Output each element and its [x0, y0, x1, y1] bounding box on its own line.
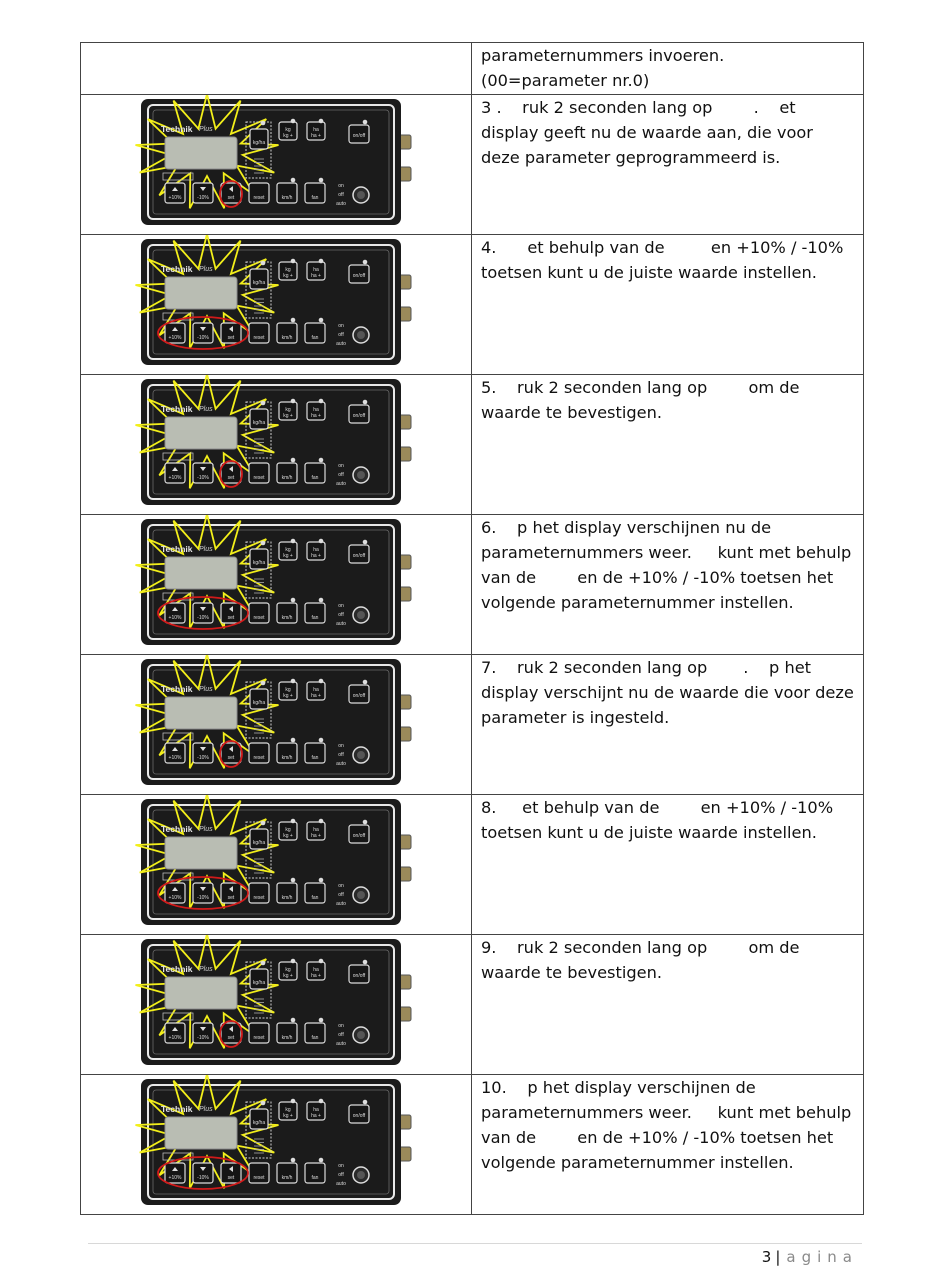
text-cell: [472, 515, 864, 655]
lcd-display: [165, 557, 237, 589]
text-cell: [472, 95, 864, 235]
device-label: Plus: [199, 266, 213, 273]
device-label: kg/ha: [252, 140, 266, 146]
device-label: auto: [336, 621, 346, 627]
device-label: auto: [336, 761, 346, 767]
device-label: on: [338, 463, 344, 469]
device-label: off: [338, 752, 344, 758]
device-label: off: [338, 1172, 344, 1178]
device-label: +10%: [168, 1175, 182, 1181]
device-label: on/off: [352, 973, 366, 979]
image-cell: [81, 655, 472, 795]
device-label: kg: [285, 827, 291, 833]
device-label: Plus: [199, 1106, 213, 1113]
device-label: kg: [285, 547, 291, 553]
device-label: reset: [253, 195, 265, 201]
text-cell: [472, 655, 864, 795]
device-label: kg/ha: [252, 280, 266, 286]
table-row-step: [81, 95, 864, 235]
device-label: on: [338, 1163, 344, 1169]
device-label: set: [227, 1035, 235, 1041]
device-label: set: [227, 1175, 235, 1181]
device-label: kg/ha: [252, 560, 266, 566]
device-label: on: [338, 323, 344, 329]
device-illustration: [129, 935, 427, 1074]
device-illustration: [129, 235, 427, 374]
device-illustration: [129, 515, 427, 654]
step-text: 6. p het display verschijnen nu de parameternummers weer. kunt met behulp van de en de +10% / -10% toetsen het volgende parameternummer instellen.: [481, 518, 857, 612]
device-label: +10%: [168, 755, 182, 761]
device-label: fan: [311, 615, 319, 621]
device-label: -10%: [197, 195, 209, 201]
image-cell: [81, 235, 472, 375]
device-label: +10%: [168, 335, 182, 341]
device-label: ha +: [311, 693, 321, 699]
device-photo: [129, 515, 427, 654]
device-label: ha: [313, 407, 319, 413]
device-illustration: [129, 375, 427, 514]
lcd-display: [165, 837, 237, 869]
device-label: on/off: [352, 413, 366, 419]
image-cell: [81, 935, 472, 1075]
step-text: 3 . ruk 2 seconden lang op . et display geeft nu de waarde aan, die voor deze parameter geprogrammeerd is.: [481, 98, 819, 167]
text-cell: [472, 43, 864, 95]
device-label: kg +: [283, 833, 293, 839]
device-label: on: [338, 603, 344, 609]
device-illustration: [129, 95, 427, 234]
device-label: Plus: [199, 546, 213, 553]
device-label: ha: [313, 267, 319, 273]
image-cell: [81, 795, 472, 935]
table-row-step: [81, 375, 864, 515]
instruction-table: [80, 42, 864, 1215]
device-label: -10%: [197, 895, 209, 901]
device-label: off: [338, 332, 344, 338]
device-photo: [129, 235, 427, 374]
device-label: fan: [311, 195, 319, 201]
device-label: set: [227, 755, 235, 761]
device-label: Technik: [161, 544, 193, 554]
device-photo: [129, 375, 427, 514]
device-label: set: [227, 895, 235, 901]
device-photo: [129, 795, 427, 934]
device-label: +10%: [168, 895, 182, 901]
device-label: Plus: [199, 406, 213, 413]
device-label: Technik: [161, 824, 193, 834]
text-cell: [472, 375, 864, 515]
device-label: -10%: [197, 615, 209, 621]
device-label: set: [227, 475, 235, 481]
device-label: on/off: [352, 833, 366, 839]
device-label: kg +: [283, 553, 293, 559]
step-text: 7. ruk 2 seconden lang op . p het display verschijnt nu de waarde die voor deze parameter is ingesteld.: [481, 658, 859, 727]
device-label: ha +: [311, 973, 321, 979]
device-label: off: [338, 892, 344, 898]
table-row-step: [81, 655, 864, 795]
device-label: kg/ha: [252, 840, 266, 846]
device-label: Plus: [199, 826, 213, 833]
device-label: kg +: [283, 273, 293, 279]
table-row-intro: [81, 43, 864, 95]
device-label: +10%: [168, 1035, 182, 1041]
device-label: on/off: [352, 693, 366, 699]
device-label: reset: [253, 755, 265, 761]
device-label: km/h: [281, 615, 293, 621]
device-label: on: [338, 1023, 344, 1029]
kgha-button: [250, 409, 268, 429]
device-label: on: [338, 883, 344, 889]
device-label: auto: [336, 1181, 346, 1187]
kgha-button: [250, 1109, 268, 1129]
page-footer: [762, 1247, 858, 1267]
device-label: on: [338, 743, 344, 749]
device-label: Technik: [161, 964, 193, 974]
device-label: off: [338, 192, 344, 198]
device-label: Technik: [161, 1104, 193, 1114]
device-label: kg/ha: [252, 420, 266, 426]
text-cell: [472, 235, 864, 375]
device-label: ha +: [311, 553, 321, 559]
device-label: auto: [336, 341, 346, 347]
step-text: 9. ruk 2 seconden lang op om de waarde te bevestigen.: [481, 938, 805, 982]
device-label: set: [227, 195, 235, 201]
device-label: kg/ha: [252, 700, 266, 706]
lcd-display: [165, 1117, 237, 1149]
kgha-button: [250, 269, 268, 289]
page-number: 3: [761, 1248, 772, 1266]
step-text: 4. et behulp van de en +10% / -10% toetsen kunt u de juiste waarde instellen.: [481, 238, 849, 282]
device-label: ha +: [311, 1113, 321, 1119]
device-label: ha +: [311, 133, 321, 139]
device-label: kg: [285, 407, 291, 413]
device-label: set: [227, 615, 235, 621]
device-label: reset: [253, 335, 265, 341]
device-label: on/off: [352, 273, 366, 279]
device-label: ha +: [311, 413, 321, 419]
footer-divider: [88, 1243, 862, 1244]
device-label: kg +: [283, 1113, 293, 1119]
device-label: on/off: [352, 133, 366, 139]
device-label: ha: [313, 127, 319, 133]
device-photo: [129, 935, 427, 1074]
lcd-display: [165, 977, 237, 1009]
intro-text: parameternummers invoeren. (00=parameter nr.0): [481, 46, 725, 90]
device-label: kg/ha: [252, 980, 266, 986]
device-label: kg/ha: [252, 1120, 266, 1126]
device-label: reset: [253, 895, 265, 901]
device-label: km/h: [281, 1175, 293, 1181]
device-label: ha: [313, 687, 319, 693]
device-label: ha +: [311, 833, 321, 839]
device-label: reset: [253, 615, 265, 621]
device-label: off: [338, 1032, 344, 1038]
lcd-display: [165, 277, 237, 309]
device-label: auto: [336, 481, 346, 487]
device-label: ha: [313, 967, 319, 973]
device-label: kg: [285, 127, 291, 133]
device-label: -10%: [197, 1035, 209, 1041]
text-cell: [472, 795, 864, 935]
device-label: ha: [313, 1107, 319, 1113]
device-illustration: [129, 795, 427, 934]
device-label: kg +: [283, 973, 293, 979]
device-label: reset: [253, 475, 265, 481]
device-label: kg: [285, 687, 291, 693]
table-row-step: [81, 1075, 864, 1215]
table-row-step: [81, 935, 864, 1075]
device-label: off: [338, 612, 344, 618]
device-photo: [129, 1075, 427, 1214]
device-label: auto: [336, 201, 346, 207]
device-label: on/off: [352, 1113, 366, 1119]
empty-image-cell: [81, 43, 472, 95]
lcd-display: [165, 697, 237, 729]
device-label: +10%: [168, 615, 182, 621]
table-row-step: [81, 795, 864, 935]
device-label: reset: [253, 1175, 265, 1181]
image-cell: [81, 375, 472, 515]
device-label: Technik: [161, 684, 193, 694]
device-label: reset: [253, 1035, 265, 1041]
device-label: fan: [311, 335, 319, 341]
device-label: km/h: [281, 895, 293, 901]
device-label: kg +: [283, 133, 293, 139]
device-label: off: [338, 472, 344, 478]
device-label: Technik: [161, 404, 193, 414]
lcd-display: [165, 137, 237, 169]
device-label: Technik: [161, 124, 193, 134]
device-label: km/h: [281, 195, 293, 201]
step-text: 10. p het display verschijnen de parameternummers weer. kunt met behulp van de en de +10% / -10% toetsen het volgende parameternummer instellen.: [481, 1078, 857, 1172]
device-label: +10%: [168, 195, 182, 201]
device-label: kg +: [283, 693, 293, 699]
page-label: agina: [786, 1248, 858, 1266]
lcd-display: [165, 417, 237, 449]
kgha-button: [250, 549, 268, 569]
device-label: fan: [311, 755, 319, 761]
kgha-button: [250, 129, 268, 149]
device-label: km/h: [281, 755, 293, 761]
device-label: kg: [285, 267, 291, 273]
step-text: 5. ruk 2 seconden lang op om de waarde te bevestigen.: [481, 378, 805, 422]
table-row-step: [81, 235, 864, 375]
device-label: kg +: [283, 413, 293, 419]
device-label: auto: [336, 901, 346, 907]
kgha-button: [250, 969, 268, 989]
device-label: fan: [311, 475, 319, 481]
device-label: on: [338, 183, 344, 189]
kgha-button: [250, 829, 268, 849]
device-photo: [129, 655, 427, 794]
device-label: fan: [311, 1175, 319, 1181]
device-label: -10%: [197, 335, 209, 341]
device-label: kg: [285, 967, 291, 973]
device-label: Plus: [199, 686, 213, 693]
image-cell: [81, 515, 472, 655]
device-label: auto: [336, 1041, 346, 1047]
device-photo: [129, 95, 427, 234]
device-label: -10%: [197, 1175, 209, 1181]
footer-separator: |: [775, 1248, 781, 1266]
text-cell: [472, 1075, 864, 1215]
device-label: km/h: [281, 335, 293, 341]
device-illustration: [129, 655, 427, 794]
device-label: ha: [313, 547, 319, 553]
device-label: Plus: [199, 126, 213, 133]
device-label: fan: [311, 1035, 319, 1041]
table-row-step: [81, 515, 864, 655]
device-label: km/h: [281, 475, 293, 481]
kgha-button: [250, 689, 268, 709]
device-label: +10%: [168, 475, 182, 481]
image-cell: [81, 95, 472, 235]
device-label: kg: [285, 1107, 291, 1113]
device-label: ha +: [311, 273, 321, 279]
device-label: Technik: [161, 264, 193, 274]
device-label: ha: [313, 827, 319, 833]
device-label: set: [227, 335, 235, 341]
image-cell: [81, 1075, 472, 1215]
device-label: on/off: [352, 553, 366, 559]
device-illustration: [129, 1075, 427, 1214]
device-label: km/h: [281, 1035, 293, 1041]
device-label: -10%: [197, 475, 209, 481]
device-label: fan: [311, 895, 319, 901]
device-label: Plus: [199, 966, 213, 973]
device-label: -10%: [197, 755, 209, 761]
step-text: 8. et behulp van de en +10% / -10% toetsen kunt u de juiste waarde instellen.: [481, 798, 839, 842]
text-cell: [472, 935, 864, 1075]
